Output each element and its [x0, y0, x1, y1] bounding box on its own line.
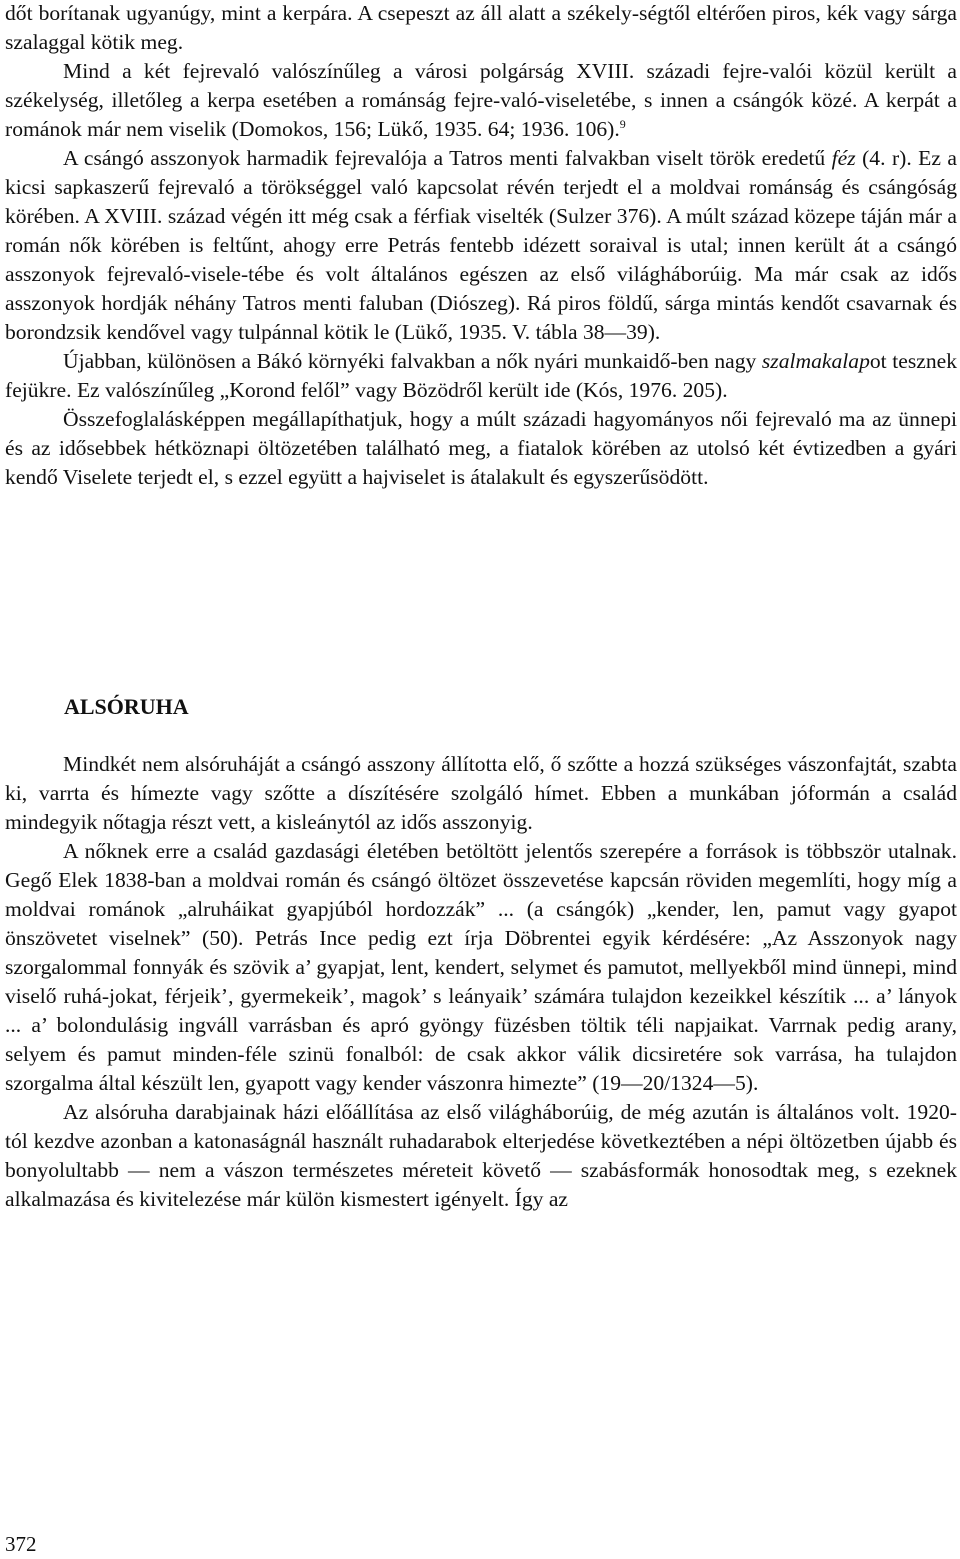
paragraph-alsoruha-intro: Mindkét nem alsóruháját a csángó asszony állította elő, ő szőtte a hozzá szükséges vászonfajtát, szabta ki, varrta és hímezte vagy szőtte a díszítésére szolgáló hímet. Ebben a munkában jóformán a család mindegyik nőtagja részt vett, a kisleánytól az idős asszonyig.	[5, 752, 957, 834]
paragraph-fez-text-b: (4. r). Ez a kicsi sapkaszerű fejrevaló a törökséggel való kapcsolat révén terjedt el a moldvai románság és csángóság körében. A XVIII. század végén itt még csak a férfiak viselték (Sulzer 376). A múlt század közepe táján már a román nők körében is feltűnt, ahogy erre Petrás fentebb idézett soraival is utal; innen került át a csángó asszonyok fejrevaló-visele-tébe és volt általános egészen az első világháborúig. Ma már csak az idős asszonyok hordják néhány Tatros menti faluban (Diószeg). Rá piros földű, sárga mintás kendőt csavarnak és borondzsik kendővel vagy tulpánnal kötik le (Lükő, 1935. V. tábla 38—39).	[5, 146, 957, 344]
text-block-top	[5, 0, 957, 492]
paragraph-szalmakalap	[5, 347, 957, 405]
term-fez: féz	[831, 146, 856, 170]
paragraph-kerpa	[5, 57, 957, 144]
term-szalmakalap: szalmakalap	[761, 349, 870, 373]
paragraph-alsoruha-production: Az alsóruha darabjainak házi előállítása az első világháborúig, de még azután is általános volt. 1920-tól kezdve azonban a katonaságnál használt ruhadarabok elterjedése következtében a népi öltözetben újabb és bonyolultabb — nem a vászon természetes méreteit követő — szabásformák honosodtak meg, s ezeknek alkalmazása és kivitelezése már külön kismestert igényelt. Így az	[5, 1100, 957, 1211]
paragraph-szalmakalap-text-b: ot tesznek fejükre. Ez valószínűleg „Korond felől” vagy Bözödről került ide (Kós, 1976. 205).	[5, 349, 957, 402]
page-number: 372	[5, 1532, 37, 1556]
paragraph-fez	[5, 144, 957, 347]
paragraph-alsoruha-sources: A nőknek erre a család gazdasági életében betöltött jelentős szerepére a források is többször utalnak. Gegő Elek 1838-ban a moldvai román és csángó öltözet összevetése kapcsán röviden megemlíti, hogy míg a moldvai románok „alruháikat gyapjúból hordozzák” ... (a csángók) „kender, len, pamut vagy gyapot önszövetet viselnek” (50). Petrás Ince pedig ezt írja Döbrentei egyik kérdésére: „Az Asszonyok nagy szorgalommal fonnyák és szövik a’ gyapjat, lent, kendert, selymet és pamutot, mellyekből mind ünnepi, mind viselő ruhá-jokat, férjeik’, gyermekeik’, magok’ s leányaik’ számára tulajdon kezeikkel készítik ... a’ lányok ... a’ bolondulásig ingváll varrásban és apró gyöngy füzésben töltik téli napjaikat. Varrnak pedig arany, selyem és pamut minden-féle szinü fonalból: de csak akkor válik dicsiretére sok varrása, ha tulajdon szorgalma által készült len, gyapott vagy kender vászonra himezte” (19—20/1324—5).	[5, 839, 957, 1095]
paragraph-kerpa-text: Mind a két fejrevaló valószínűleg a városi polgárság XVIII. századi fejre-valói közül került a székelység, illetőleg a kerpa esetében a románság fejre-való-viseletébe, s innen a csángók közé. A kerpát a románok már nem viselik (Domokos, 156; Lükő, 1935. 64; 1936. 106).	[5, 59, 957, 141]
text-block-alsoruha	[5, 750, 957, 1214]
paragraph-fez-text-a: A csángó asszonyok harmadik fejrevalója a Tatros menti falvakban viselt török eredetű	[63, 146, 832, 170]
section-heading: ALSÓRUHA	[64, 694, 189, 719]
paragraph-szalmakalap-text-a: Újabban, különösen a Bákó környéki falvakban a nők nyári munkaidő-ben nagy	[63, 349, 762, 373]
paragraph-summary: Összefoglalásképpen megállapíthatjuk, hogy a múlt századi hagyományos női fejrevaló ma az ünnepi és az idősebbek hétköznapi öltözetében található meg, a fiatalok körében az utolsó két évtizedben a gyári kendő Viselete terjedt el, s ezzel együtt a hajviselet is átalakult és egyszerűsödött.	[5, 407, 957, 489]
footnote-ref-9: 9	[619, 116, 626, 131]
paragraph-continuation: dőt borítanak ugyanúgy, mint a kerpára. A csepeszt az áll alatt a székely-ségtől eltérően piros, kék vagy sárga szalaggal kötik meg.	[5, 1, 957, 54]
